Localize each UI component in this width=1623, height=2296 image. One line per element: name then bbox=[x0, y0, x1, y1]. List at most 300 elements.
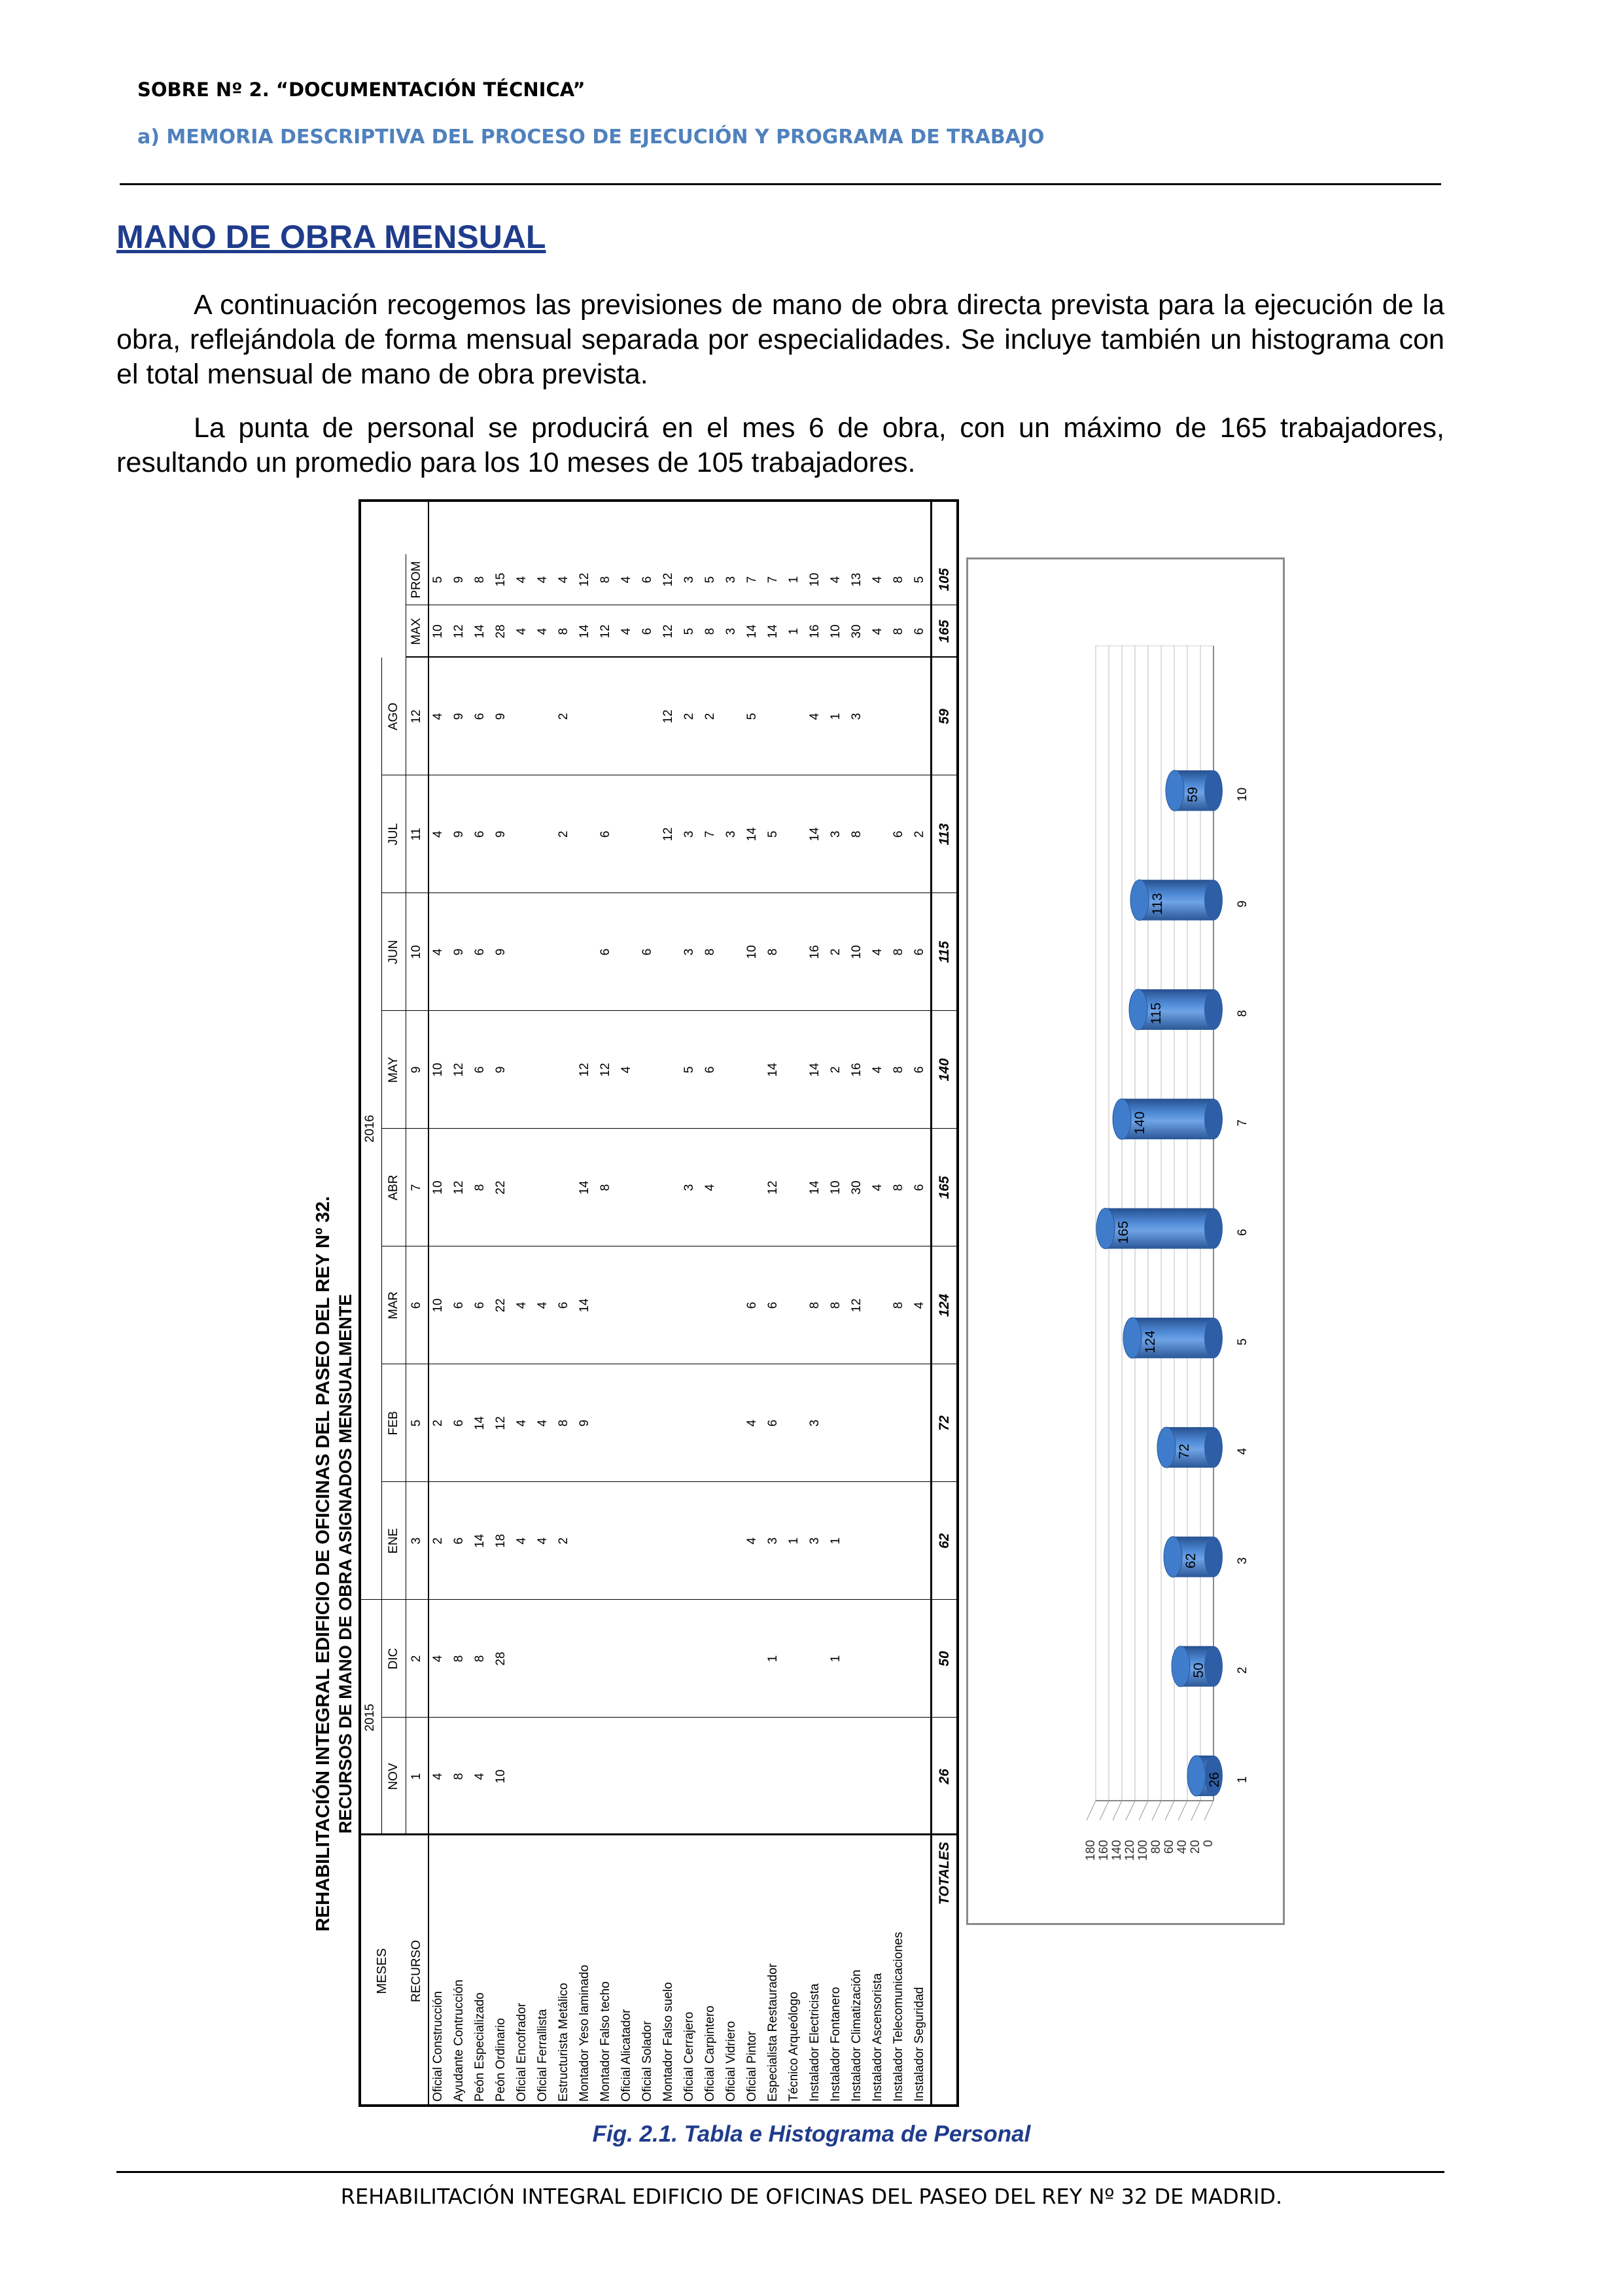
resource-value bbox=[595, 1718, 616, 1835]
month-number: 7 bbox=[410, 1184, 423, 1192]
resource-value bbox=[763, 1718, 784, 1835]
resource-name: Oficial Alicatador bbox=[620, 2009, 633, 2102]
resource-value: 6 bbox=[452, 1301, 466, 1309]
resource-value bbox=[742, 1718, 763, 1835]
resource-prom: 6 bbox=[640, 576, 654, 584]
resource-value bbox=[721, 1600, 742, 1718]
table-subtitle: RECURSOS DE MANO DE OBRA ASIGNADOS MENSUALMENTE bbox=[336, 1294, 355, 1834]
resource-value bbox=[679, 1600, 700, 1718]
month-number: 10 bbox=[410, 945, 423, 959]
resource-value: 28 bbox=[494, 1651, 508, 1666]
category-label: 6 bbox=[1236, 1229, 1249, 1236]
resource-value bbox=[658, 1364, 679, 1482]
resource-value bbox=[867, 658, 888, 775]
resource-value bbox=[637, 658, 658, 775]
prom-label: PROM bbox=[410, 561, 423, 599]
resource-max: 16 bbox=[808, 624, 822, 639]
grid-vertical bbox=[358, 1833, 959, 1835]
resource-value bbox=[512, 1718, 532, 1835]
resource-value: 12 bbox=[661, 827, 675, 841]
grid-vertical bbox=[406, 656, 959, 658]
resource-name: Técnico Arqueólogo bbox=[787, 1992, 801, 2102]
resource-value: 14 bbox=[808, 827, 822, 841]
year-label: 2015 bbox=[363, 1703, 377, 1732]
resource-value bbox=[721, 893, 742, 1011]
resource-prom: 4 bbox=[829, 576, 843, 584]
resource-value bbox=[721, 658, 742, 775]
resource-value bbox=[574, 1482, 595, 1600]
resource-value bbox=[637, 1129, 658, 1246]
floor-gridline bbox=[1113, 1801, 1122, 1820]
resource-value: 4 bbox=[871, 1066, 884, 1074]
resource-value bbox=[637, 775, 658, 893]
resource-value: 14 bbox=[473, 1534, 487, 1548]
bar-base bbox=[1204, 989, 1223, 1030]
resource-value bbox=[784, 1364, 805, 1482]
resource-value bbox=[846, 1482, 867, 1600]
resource-max: 12 bbox=[452, 624, 466, 639]
resource-name: Ayudante Contrucción bbox=[452, 1979, 466, 2102]
resource-prom: 4 bbox=[620, 576, 633, 584]
grid-horizontal bbox=[930, 499, 932, 2107]
grid-horizontal bbox=[428, 499, 429, 2107]
floor-gridline bbox=[1178, 1801, 1187, 1820]
document-header-title: SOBRE Nº 2. “DOCUMENTACIÓN TÉCNICA” bbox=[137, 79, 585, 101]
resource-value: 2 bbox=[557, 1537, 570, 1545]
month-label: JUN bbox=[387, 940, 400, 964]
resource-value: 8 bbox=[557, 1419, 570, 1427]
resource-value bbox=[742, 1129, 763, 1246]
resource-value bbox=[846, 1364, 867, 1482]
document-header-subtitle: a) MEMORIA DESCRIPTIVA DEL PROCESO DE EJECUCIÓN Y PROGRAMA DE TRABAJO bbox=[137, 126, 1045, 149]
totals-max: 165 bbox=[937, 620, 952, 643]
data-label: 124 bbox=[1143, 1330, 1158, 1354]
resource-value bbox=[595, 1600, 616, 1718]
resource-value bbox=[721, 1129, 742, 1246]
y-tick-label: 160 bbox=[1097, 1840, 1111, 1861]
resource-prom: 15 bbox=[494, 573, 508, 587]
resource-value: 8 bbox=[452, 1773, 466, 1780]
year-label: 2016 bbox=[363, 1114, 377, 1143]
resource-value: 9 bbox=[494, 713, 508, 720]
month-label: FEB bbox=[387, 1411, 400, 1436]
category-label: 4 bbox=[1236, 1447, 1249, 1455]
resource-value bbox=[658, 1011, 679, 1129]
resource-value: 14 bbox=[766, 1063, 780, 1077]
resource-value: 14 bbox=[473, 1416, 487, 1430]
resource-value: 2 bbox=[913, 830, 926, 838]
resource-value: 6 bbox=[473, 830, 487, 838]
resource-value bbox=[553, 893, 574, 1011]
resource-value: 4 bbox=[536, 1301, 550, 1309]
resource-value bbox=[658, 1129, 679, 1246]
resource-value bbox=[553, 1718, 574, 1835]
resource-max: 28 bbox=[494, 624, 508, 639]
resource-value: 14 bbox=[808, 1063, 822, 1077]
total-value: 113 bbox=[937, 823, 952, 845]
resource-value: 14 bbox=[578, 1180, 591, 1195]
resource-value: 8 bbox=[892, 1184, 905, 1192]
resource-value: 1 bbox=[766, 1655, 780, 1663]
resource-value bbox=[637, 1364, 658, 1482]
bar-base bbox=[1204, 1427, 1223, 1468]
resource-prom: 5 bbox=[913, 576, 926, 584]
resource-name: Peón Ordinario bbox=[494, 2018, 508, 2102]
resource-value bbox=[700, 1364, 721, 1482]
resource-value: 2 bbox=[829, 948, 843, 956]
resource-value: 6 bbox=[473, 713, 487, 720]
grid-vertical bbox=[381, 1128, 959, 1129]
recurso-label: RECURSO bbox=[410, 1940, 423, 2003]
resource-value: 4 bbox=[473, 1773, 487, 1780]
resource-value bbox=[909, 658, 930, 775]
resource-name: Oficial Solador bbox=[640, 2021, 654, 2102]
resource-value: 10 bbox=[494, 1769, 508, 1784]
data-label: 140 bbox=[1132, 1111, 1147, 1135]
bar-base bbox=[1204, 1099, 1223, 1139]
resource-max: 4 bbox=[515, 627, 529, 635]
total-value: 165 bbox=[937, 1176, 952, 1199]
resource-max: 14 bbox=[766, 624, 780, 639]
month-label: JUL bbox=[387, 823, 400, 845]
resource-value: 4 bbox=[431, 1655, 445, 1663]
bar-top bbox=[1166, 770, 1184, 811]
resource-value: 1 bbox=[787, 1537, 801, 1545]
resource-prom: 7 bbox=[745, 576, 759, 584]
resource-value: 9 bbox=[494, 1066, 508, 1074]
resource-value: 10 bbox=[850, 945, 864, 959]
histogram-chart bbox=[966, 557, 1285, 1925]
floor-gridline bbox=[1191, 1801, 1200, 1820]
resource-value: 9 bbox=[452, 713, 466, 720]
data-label: 113 bbox=[1150, 892, 1165, 915]
resource-value: 6 bbox=[599, 830, 612, 838]
resource-name: Oficial Ferrallista bbox=[536, 2009, 550, 2102]
y-tick-label: 100 bbox=[1136, 1840, 1150, 1861]
resource-value bbox=[658, 1718, 679, 1835]
resource-value: 3 bbox=[808, 1419, 822, 1427]
resource-name: Instalador Climatización bbox=[850, 1969, 864, 2102]
category-label: 7 bbox=[1236, 1119, 1249, 1127]
resource-name: Instalador Telecomunicaciones bbox=[892, 1932, 905, 2102]
resource-value bbox=[742, 1011, 763, 1129]
total-value: 124 bbox=[937, 1294, 952, 1317]
resource-value bbox=[637, 1718, 658, 1835]
resource-value: 6 bbox=[766, 1419, 780, 1427]
resource-value: 6 bbox=[473, 1301, 487, 1309]
resource-prom: 5 bbox=[703, 576, 717, 584]
resource-max: 12 bbox=[661, 624, 675, 639]
floor-gridline bbox=[1087, 1801, 1096, 1820]
resource-value bbox=[826, 1718, 846, 1835]
resource-value: 12 bbox=[452, 1180, 466, 1195]
resource-value bbox=[512, 1011, 532, 1129]
resource-value: 3 bbox=[808, 1537, 822, 1545]
resource-value: 3 bbox=[766, 1537, 780, 1545]
resource-value bbox=[595, 1364, 616, 1482]
resource-value bbox=[867, 1364, 888, 1482]
resource-value: 12 bbox=[578, 1063, 591, 1077]
month-label: NOV bbox=[387, 1763, 400, 1790]
resource-name: Instalador Seguridad bbox=[913, 1987, 926, 2102]
resource-value bbox=[763, 658, 784, 775]
total-value: 115 bbox=[937, 941, 952, 963]
resource-value bbox=[637, 1600, 658, 1718]
month-number: 5 bbox=[410, 1419, 423, 1427]
resource-name: Especialista Restaurador bbox=[766, 1963, 780, 2102]
month-number: 9 bbox=[410, 1066, 423, 1074]
month-label: DIC bbox=[387, 1648, 400, 1670]
month-label: ENE bbox=[387, 1528, 400, 1554]
data-label: 165 bbox=[1116, 1220, 1131, 1245]
resource-value bbox=[512, 1600, 532, 1718]
resource-max: 8 bbox=[703, 627, 717, 635]
page-footer: REHABILITACIÓN INTEGRAL EDIFICIO DE OFICINAS DEL PASEO DEL REY Nº 32 DE MADRID. bbox=[340, 2184, 1283, 2209]
resource-value bbox=[846, 1600, 867, 1718]
resource-value: 14 bbox=[578, 1298, 591, 1313]
resource-value: 4 bbox=[871, 1184, 884, 1192]
resource-value bbox=[909, 1482, 930, 1600]
resource-value: 3 bbox=[682, 1184, 696, 1192]
resource-value: 6 bbox=[557, 1301, 570, 1309]
resource-value: 8 bbox=[892, 1301, 905, 1309]
data-label: 115 bbox=[1149, 1002, 1164, 1025]
resource-value: 8 bbox=[766, 948, 780, 956]
resource-value bbox=[721, 1246, 742, 1364]
resource-value bbox=[700, 1482, 721, 1600]
resource-value: 6 bbox=[473, 1066, 487, 1074]
resource-value bbox=[721, 1011, 742, 1129]
resource-max: 4 bbox=[620, 627, 633, 635]
resource-value bbox=[805, 1600, 826, 1718]
resource-value: 2 bbox=[431, 1537, 445, 1545]
resource-value: 12 bbox=[452, 1063, 466, 1077]
floor-gridline bbox=[1126, 1801, 1135, 1820]
resource-value: 5 bbox=[745, 713, 759, 720]
resource-value bbox=[595, 1482, 616, 1600]
resource-value bbox=[616, 1600, 637, 1718]
bar-top bbox=[1096, 1209, 1115, 1249]
resource-name: Oficial Vidriero bbox=[724, 2021, 738, 2102]
resource-value: 4 bbox=[913, 1301, 926, 1309]
resource-value bbox=[512, 775, 532, 893]
resource-value bbox=[888, 1718, 909, 1835]
floor-gridline bbox=[1204, 1801, 1213, 1820]
resource-value bbox=[784, 775, 805, 893]
max-label: MAX bbox=[410, 618, 423, 645]
resource-value: 3 bbox=[682, 830, 696, 838]
resource-value: 6 bbox=[745, 1301, 759, 1309]
resource-value: 4 bbox=[515, 1537, 529, 1545]
resource-value bbox=[888, 658, 909, 775]
category-label: 10 bbox=[1236, 787, 1249, 802]
resource-value bbox=[532, 1011, 553, 1129]
resource-value bbox=[867, 1482, 888, 1600]
resource-value bbox=[784, 1718, 805, 1835]
resource-value: 8 bbox=[850, 830, 864, 838]
bar-base bbox=[1204, 770, 1223, 811]
resource-value bbox=[574, 1600, 595, 1718]
resource-value: 4 bbox=[431, 713, 445, 720]
resource-prom: 12 bbox=[661, 573, 675, 587]
resource-value: 3 bbox=[724, 830, 738, 838]
resource-value: 6 bbox=[640, 948, 654, 956]
resource-value bbox=[888, 1364, 909, 1482]
peak-paragraph: La punta de personal se producirá en el mes 6 de obra, con un máximo de 165 trabajadores, resultando un promedio para los 10 meses de 105 trabajadores. bbox=[116, 412, 1444, 478]
resource-value: 4 bbox=[536, 1419, 550, 1427]
resource-value: 6 bbox=[703, 1066, 717, 1074]
bar-base bbox=[1204, 1318, 1223, 1358]
bar-top bbox=[1157, 1427, 1176, 1468]
resource-value: 6 bbox=[913, 1184, 926, 1192]
resource-name: Oficial Cerrajero bbox=[682, 2011, 696, 2102]
resource-value bbox=[616, 775, 637, 893]
resource-value: 4 bbox=[620, 1066, 633, 1074]
grid-vertical bbox=[381, 1481, 959, 1482]
resource-value bbox=[574, 893, 595, 1011]
resource-max: 6 bbox=[913, 627, 926, 635]
category-label: 5 bbox=[1236, 1338, 1249, 1346]
resource-value bbox=[574, 1718, 595, 1835]
bar-base bbox=[1204, 880, 1223, 921]
resource-name: Peón Especializado bbox=[473, 1992, 487, 2102]
intro-paragraph: A continuación recogemos las previsiones de mano de obra directa prevista para la ejecución de la obra, reflejándola de forma mensual separada por especialidades. Se incluye también un histograma con el total mensual de mano de obra prevista. bbox=[116, 289, 1444, 390]
resource-prom: 4 bbox=[557, 576, 570, 584]
resource-value bbox=[909, 1600, 930, 1718]
total-value: 140 bbox=[937, 1058, 952, 1082]
resource-value bbox=[784, 1246, 805, 1364]
resource-value bbox=[679, 1482, 700, 1600]
figure-caption: Fig. 2.1. Tabla e Histograma de Personal bbox=[592, 2121, 1031, 2147]
resource-prom: 4 bbox=[871, 576, 884, 584]
resource-value: 4 bbox=[431, 830, 445, 838]
resource-value bbox=[616, 658, 637, 775]
resource-prom: 8 bbox=[599, 576, 612, 584]
resource-value bbox=[512, 893, 532, 1011]
resource-value: 4 bbox=[745, 1537, 759, 1545]
resource-name: Estructurista Metálico bbox=[557, 1983, 570, 2102]
resource-value bbox=[595, 658, 616, 775]
resource-value bbox=[846, 1718, 867, 1835]
y-tick-label: 0 bbox=[1202, 1840, 1215, 1847]
resource-value: 4 bbox=[808, 713, 822, 720]
resource-value bbox=[721, 1482, 742, 1600]
resource-name: Montador Falso suelo bbox=[661, 1982, 675, 2102]
total-value: 72 bbox=[937, 1415, 952, 1431]
floor-gridline bbox=[1139, 1801, 1148, 1820]
resource-value: 5 bbox=[682, 1066, 696, 1074]
data-label: 62 bbox=[1183, 1553, 1198, 1569]
resource-value bbox=[867, 1246, 888, 1364]
resource-value: 9 bbox=[494, 830, 508, 838]
resource-value bbox=[637, 1011, 658, 1129]
category-label: 8 bbox=[1236, 1010, 1249, 1017]
resource-value bbox=[532, 1129, 553, 1246]
y-tick-label: 20 bbox=[1189, 1840, 1202, 1854]
resource-value: 6 bbox=[913, 1066, 926, 1074]
resource-max: 30 bbox=[850, 624, 864, 639]
resource-value bbox=[784, 1600, 805, 1718]
resource-value: 8 bbox=[892, 1066, 905, 1074]
month-label: ABR bbox=[387, 1174, 400, 1201]
resource-value: 2 bbox=[431, 1419, 445, 1427]
category-label: 2 bbox=[1236, 1667, 1249, 1674]
month-number: 3 bbox=[410, 1537, 423, 1545]
resource-value: 2 bbox=[703, 713, 717, 720]
resource-value: 1 bbox=[829, 713, 843, 720]
month-label: MAY bbox=[387, 1057, 400, 1083]
resource-value bbox=[616, 1364, 637, 1482]
resource-value: 30 bbox=[850, 1180, 864, 1195]
resource-value bbox=[532, 658, 553, 775]
resource-name: Instalador Ascensorista bbox=[871, 1973, 884, 2102]
resource-value bbox=[867, 1600, 888, 1718]
resource-value bbox=[532, 1600, 553, 1718]
resource-value: 6 bbox=[452, 1537, 466, 1545]
resource-value: 14 bbox=[745, 827, 759, 841]
y-tick-label: 40 bbox=[1176, 1840, 1189, 1854]
resource-value bbox=[826, 1364, 846, 1482]
resource-value bbox=[867, 1718, 888, 1835]
resource-value: 6 bbox=[599, 948, 612, 956]
resource-value: 2 bbox=[682, 713, 696, 720]
resource-prom: 5 bbox=[431, 576, 445, 584]
resource-value: 8 bbox=[808, 1301, 822, 1309]
resource-value bbox=[637, 1246, 658, 1364]
resource-value bbox=[574, 658, 595, 775]
resource-value bbox=[909, 1364, 930, 1482]
resource-value: 2 bbox=[557, 830, 570, 838]
y-tick-label: 180 bbox=[1084, 1840, 1098, 1861]
resource-max: 4 bbox=[536, 627, 550, 635]
bar-base bbox=[1204, 1536, 1223, 1577]
resource-value bbox=[595, 1246, 616, 1364]
resource-value bbox=[553, 1129, 574, 1246]
resource-value bbox=[700, 1600, 721, 1718]
resource-value: 4 bbox=[515, 1419, 529, 1427]
resource-name: Instalador Electricista bbox=[808, 1983, 822, 2102]
table-title: REHABILITACIÓN INTEGRAL EDIFICIO DE OFICINAS DEL PASEO DEL REY Nº 32. bbox=[313, 1196, 334, 1932]
section-title: MANO DE OBRA MENSUAL bbox=[116, 219, 546, 255]
resource-value: 6 bbox=[913, 948, 926, 956]
resource-value: 12 bbox=[850, 1298, 864, 1313]
resource-prom: 4 bbox=[536, 576, 550, 584]
resource-value bbox=[532, 1718, 553, 1835]
resource-value: 8 bbox=[892, 948, 905, 956]
bar-top bbox=[1113, 1099, 1131, 1139]
resource-value: 4 bbox=[431, 948, 445, 956]
bar-top bbox=[1187, 1756, 1206, 1796]
resource-value bbox=[784, 1011, 805, 1129]
data-label: 72 bbox=[1177, 1443, 1192, 1459]
resource-value: 16 bbox=[850, 1063, 864, 1077]
resource-prom: 8 bbox=[473, 576, 487, 584]
resource-value: 9 bbox=[452, 948, 466, 956]
y-tick-label: 60 bbox=[1162, 1840, 1176, 1854]
resource-value bbox=[616, 1482, 637, 1600]
resource-max: 4 bbox=[871, 627, 884, 635]
footer-divider bbox=[116, 2171, 1444, 2173]
resource-value: 8 bbox=[473, 1655, 487, 1663]
resource-value: 10 bbox=[745, 945, 759, 959]
resource-prom: 8 bbox=[892, 576, 905, 584]
header-divider bbox=[120, 183, 1441, 185]
resource-prom: 13 bbox=[850, 573, 864, 587]
resource-value: 5 bbox=[766, 830, 780, 838]
resource-value bbox=[512, 658, 532, 775]
resource-value bbox=[532, 893, 553, 1011]
resource-value bbox=[784, 893, 805, 1011]
